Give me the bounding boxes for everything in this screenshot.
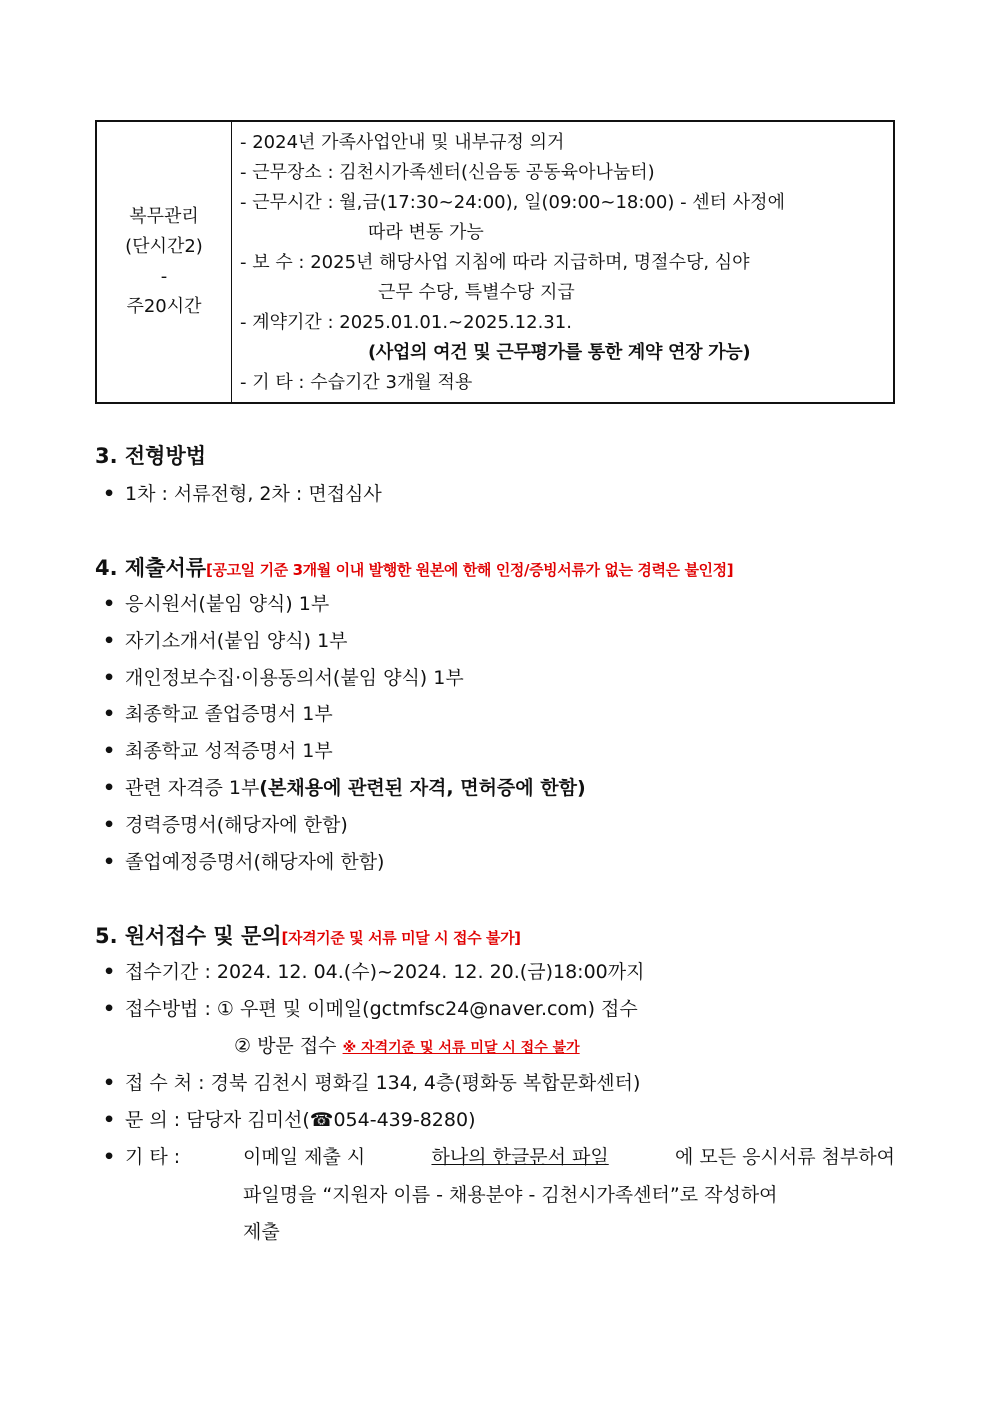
apply-method-2-note: ※ 자격기준 및 서류 미달 시 접수 불가 [342,1040,580,1056]
bullet-icon: • [103,1109,116,1131]
doc-item: • 졸업예정증명서(해당자에 한함) [103,851,385,873]
section4-note: [공고일 기준 3개월 이내 발행한 원본에 한해 인정/증빙서류가 없는 경력은 불인정] [206,561,734,579]
section4-title [95,552,733,582]
duty-line-basis: - 2024년 가족사업안내 및 내부규정 의거 [240,132,565,153]
doc-item: • 최종학교 성적증명서 1부 [103,740,333,762]
doc-item: • 자기소개서(붙임 양식) 1부 [103,630,348,652]
duty-label-3: - [160,266,168,287]
doc-item: • 관련 자격증 1부(본채용에 관련된 자격, 면허증에 한함) [103,777,586,799]
section3-item: • 1차 : 서류전형, 2차 : 면접심사 [103,483,382,505]
doc-item: • 개인정보수집·이용동의서(붙임 양식) 1부 [103,667,464,689]
duty-line-contract-note: (사업의 여건 및 근무평가를 통한 계약 연장 가능) [368,342,751,363]
apply-period: • 접수기간 : 2024. 12. 04.(수)~2024. 12. 20.(금)18:00까지 [103,961,645,983]
apply-method-2: ② 방문 접수 ※ 자격기준 및 서류 미달 시 접수 불가 [234,1035,580,1057]
doc-item-bold-note: (본채용에 관련된 자격, 면허증에 한함) [259,777,586,799]
section4-title-text: 4. 제출서류 [95,556,207,580]
apply-etc-line3: 제출 [243,1221,280,1243]
duty-line-contract: - 계약기간 : 2025.01.01.~2025.12.31. [240,312,572,333]
section5-title [95,920,521,950]
apply-etc-underline: 하나의 한글문서 파일 [431,1146,609,1168]
apply-etc-line1: 이메일 제출 시 하나의 한글문서 파일 에 모든 응시서류 첨부하여 [243,1142,895,1169]
bullet-icon: • [103,593,116,615]
bullet-icon: • [103,667,116,689]
duty-line-hours: - 근무시간 : 월,금(17:30~24:00), 일(09:00~18:00) - 센터 사정에 [240,192,785,213]
apply-etc: • 기 타 : [103,1146,181,1168]
duty-line-pay: - 보 수 : 2025년 해당사업 지침에 따라 지급하며, 명절수당, 심야 [240,252,750,273]
bullet-icon: • [103,814,116,836]
duty-line-location: - 근무장소 : 김천시가족센터(신음동 공동육아나눔터) [240,162,655,183]
doc-item: • 최종학교 졸업증명서 1부 [103,703,333,725]
doc-item: • 응시원서(붙임 양식) 1부 [103,593,330,615]
bullet-icon: • [103,703,116,725]
apply-etc-line2: 파일명을 “지원자 이름 - 채용분야 - 김천시가족센터”로 작성하여 [243,1184,778,1206]
bullet-icon: • [103,777,116,799]
doc-item: • 경력증명서(해당자에 한함) [103,814,348,836]
duty-line-pay-cont: 근무 수당, 특별수당 지급 [378,282,575,303]
bullet-icon: • [103,961,116,983]
section3-title: 3. 전형방법 [95,444,207,468]
duty-line-hours-cont: 따라 변동 가능 [368,222,484,243]
apply-inquiry: • 문 의 : 담당자 김미선(☎054-439-8280) [103,1109,476,1131]
bullet-icon: • [103,1146,116,1168]
duty-table-label-cell [97,122,232,402]
bullet-icon: • [103,483,116,505]
apply-etc-text [243,1142,895,1169]
bullet-icon: • [103,740,116,762]
duty-table-content-cell [232,122,893,402]
duty-label-4: 주20시간 [126,296,202,317]
apply-place: • 접 수 처 : 경북 김천시 평화길 134, 4층(평화동 복합문화센터) [103,1072,641,1094]
bullet-icon: • [103,998,116,1020]
duty-table [95,120,895,404]
bullet-icon: • [103,851,116,873]
bullet-icon: • [103,1072,116,1094]
bullet-icon: • [103,630,116,652]
apply-method: • 접수방법 : ① 우편 및 이메일(gctmfsc24@naver.com) 접수 [103,998,638,1020]
section5-note: [자격기준 및 서류 미달 시 접수 불가] [281,929,521,947]
duty-label-2: (단시간2) [125,236,203,257]
duty-label-1: 복무관리 [129,206,199,227]
section5-title-text: 5. 원서접수 및 문의 [95,924,282,948]
duty-line-etc: - 기 타 : 수습기간 3개월 적용 [240,372,473,393]
